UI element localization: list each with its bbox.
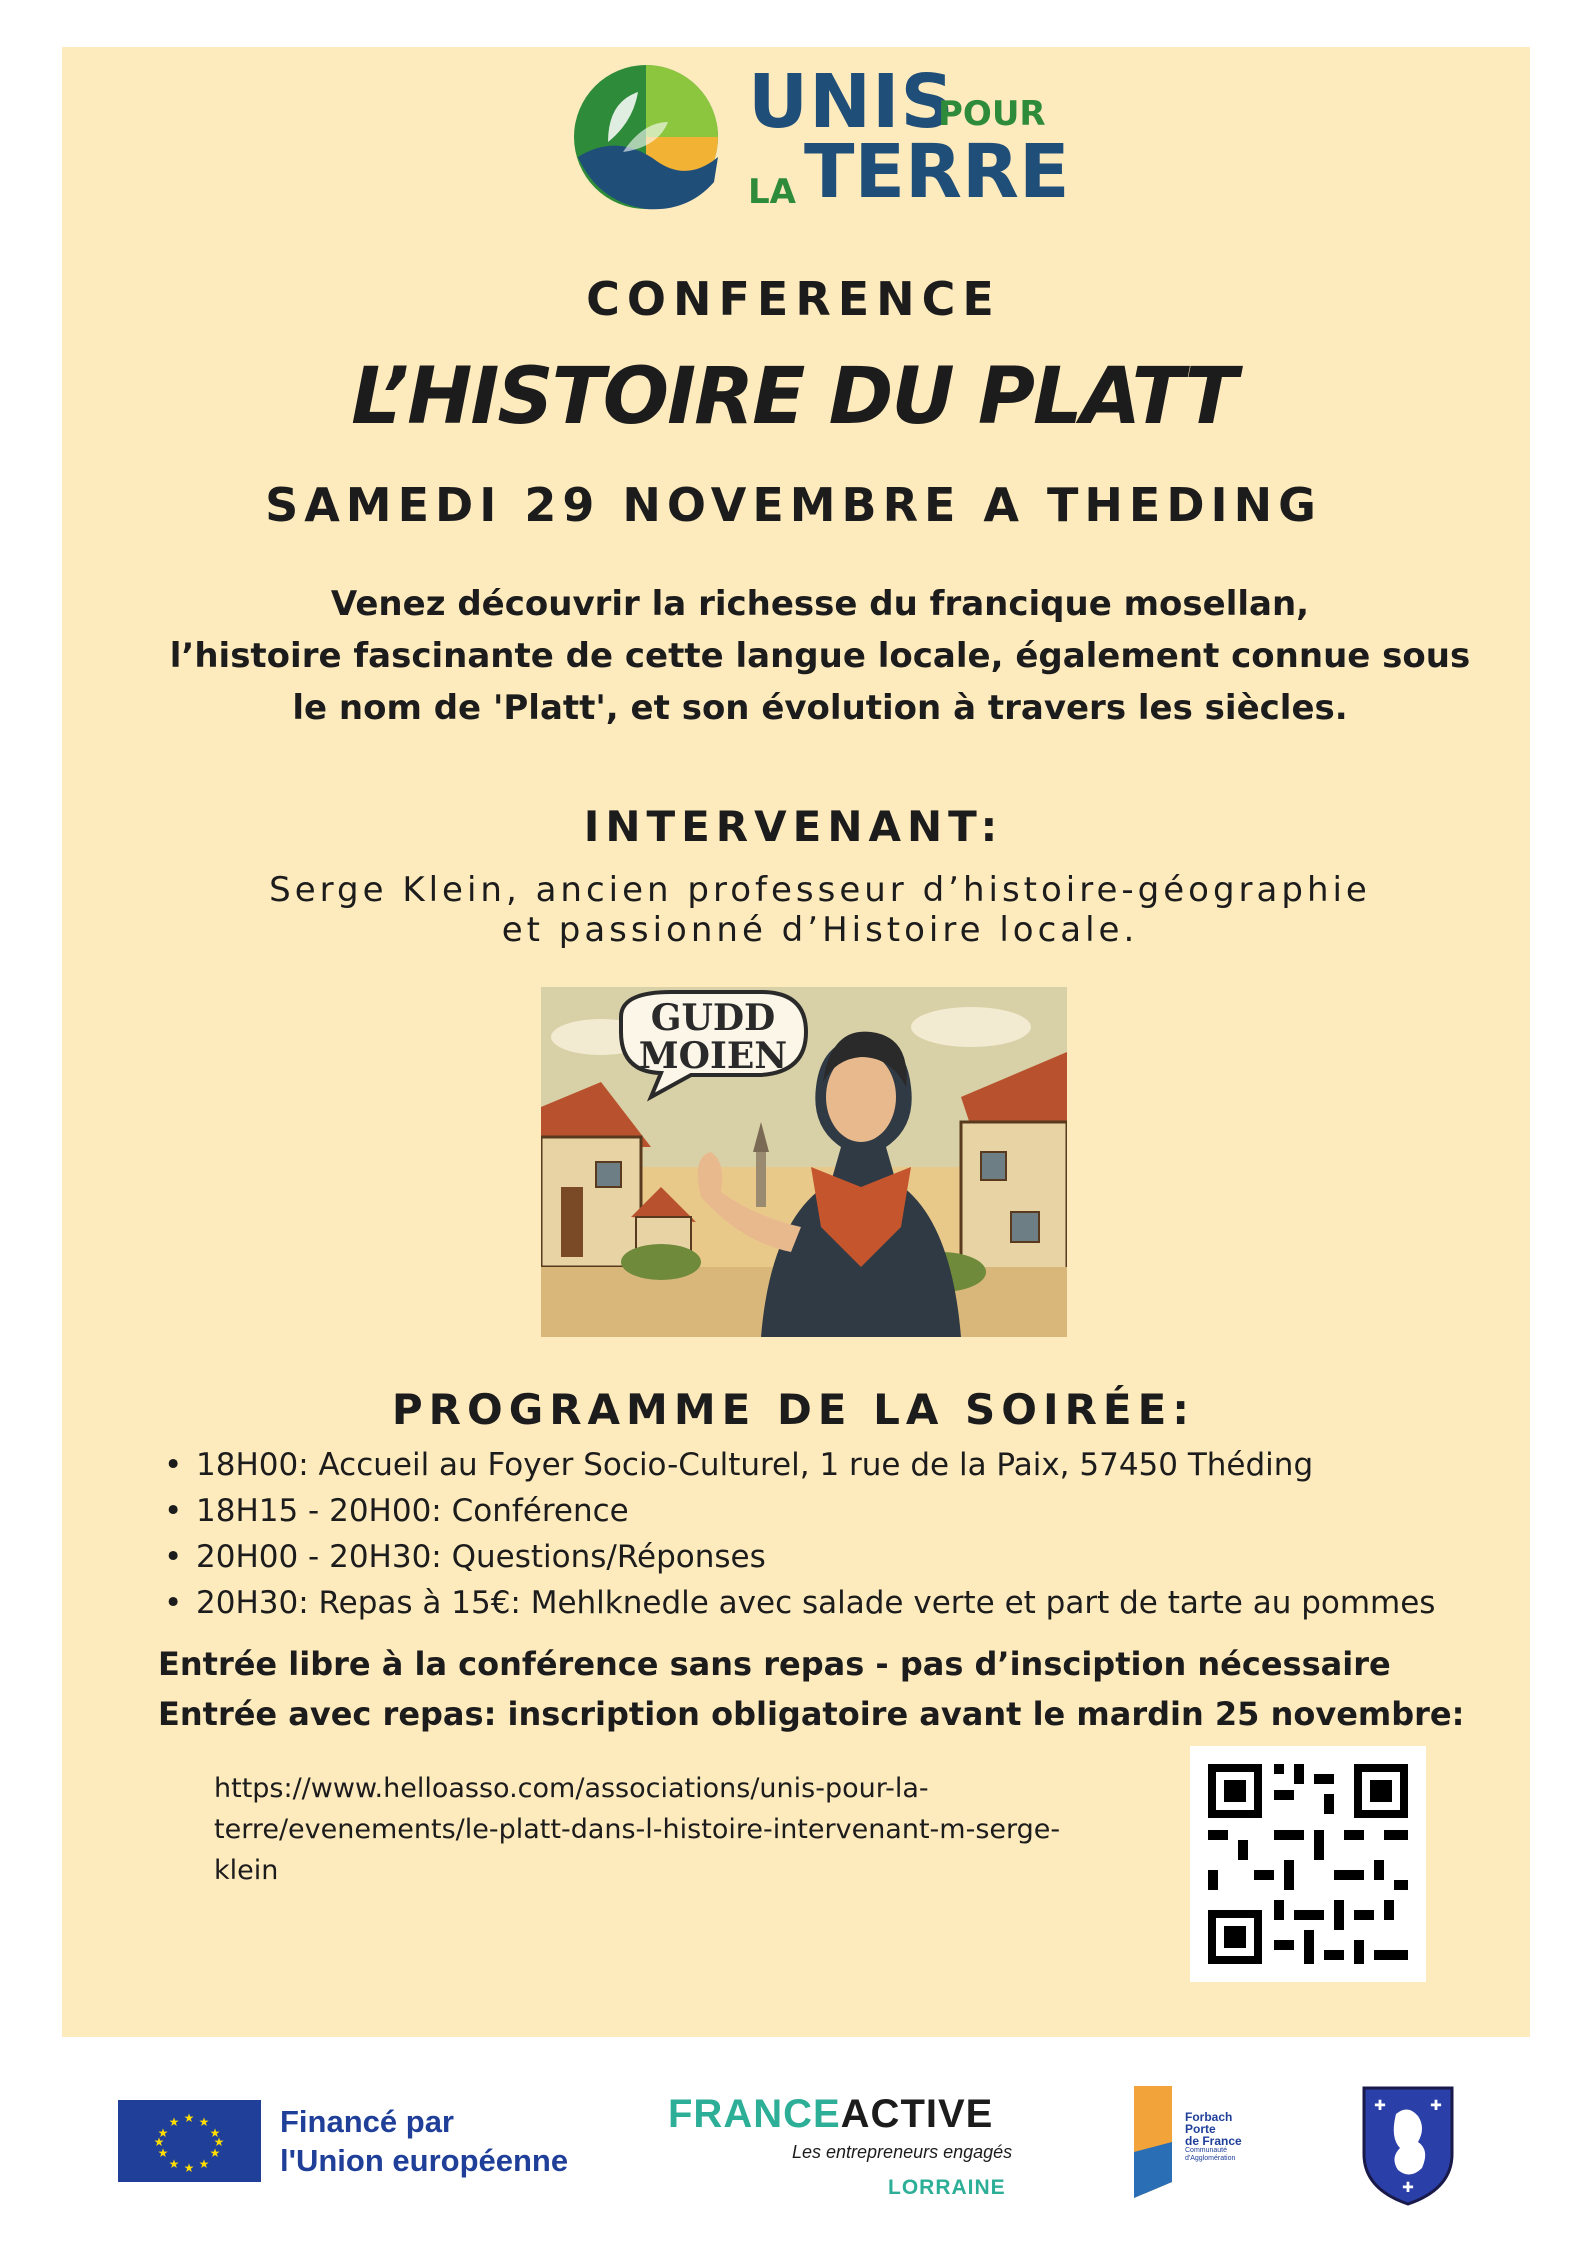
- program-item: • 20H00 - 20H30: Questions/Réponses: [160, 1534, 1520, 1580]
- village-woman-illustration: [541, 987, 1067, 1337]
- eu-funding-line: l'Union européenne: [280, 2143, 569, 2178]
- logo-word-unis: UNIS: [748, 59, 955, 145]
- logo-word-terre: TERRE: [804, 129, 1070, 215]
- eu-funding-line: Financé par: [280, 2104, 454, 2139]
- svg-text:★: ★: [213, 2135, 225, 2149]
- fa-word-active: ACTIVE: [840, 2092, 994, 2136]
- fa-word-france: FRANCE: [668, 2092, 841, 2136]
- forbach-line: de France: [1185, 2134, 1242, 2148]
- eu-funding-text: [280, 2102, 568, 2180]
- speaker-line: Serge Klein, ancien professeur d’histoire-géographie: [269, 870, 1371, 910]
- intro-line: le nom de 'Platt', et son évolution à travers les siècles.: [292, 688, 1348, 728]
- svg-text:★: ★: [209, 2146, 221, 2160]
- event-date: SAMEDI 29 NOVEMBRE A THEDING: [265, 478, 1322, 532]
- svg-text:★: ★: [183, 2161, 195, 2175]
- svg-text:★: ★: [198, 2115, 210, 2129]
- forbach-line: Forbach: [1185, 2110, 1233, 2124]
- france-active-logo: [668, 2092, 993, 2137]
- free-entry-note: Entrée libre à la conférence sans repas - pas d’insciption nécessaire: [158, 1645, 1391, 1683]
- svg-text:✚: ✚: [1402, 2180, 1414, 2196]
- event-title: L’HISTOIRE DU PLATT: [351, 352, 1236, 442]
- forbach-logo-text: [1185, 2111, 1242, 2163]
- speaker-description: [150, 870, 1490, 950]
- registration-link-line: terre/evenements/le-platt-dans-l-histoire-intervenant-m-serge-: [214, 1814, 1061, 1845]
- france-active-region: LORRAINE: [888, 2176, 1006, 2199]
- earth-hand-icon: [568, 62, 728, 212]
- forbach-line: d'Agglomération: [1185, 2155, 1236, 2162]
- logo-word-pour: POUR: [938, 94, 1046, 134]
- program-item: • 18H15 - 20H00: Conférence: [160, 1488, 1520, 1534]
- speech-bubble-line2: MOIEN: [638, 1035, 788, 1077]
- forbach-line: Porte: [1185, 2122, 1216, 2136]
- coat-of-arms-icon: [1360, 2084, 1456, 2206]
- speaker-heading: INTERVENANT:: [583, 802, 1004, 851]
- forbach-line: Communauté: [1185, 2147, 1228, 2154]
- registration-link-line: https://www.helloasso.com/associations/unis-pour-la-: [214, 1773, 929, 1804]
- svg-text:✚: ✚: [1430, 2098, 1442, 2114]
- program-heading: PROGRAMME DE LA SOIRÉE:: [391, 1385, 1196, 1434]
- intro-line: l’histoire fascinante de cette langue locale, également connue sous: [169, 636, 1471, 676]
- speech-bubble-line1: GUDD: [650, 997, 776, 1039]
- meal-entry-note: Entrée avec repas: inscription obligatoire avant le mardin 25 novembre:: [158, 1695, 1465, 1733]
- svg-text:✚: ✚: [1374, 2098, 1386, 2114]
- intro-line: Venez découvrir la richesse du francique mosellan,: [330, 584, 1310, 624]
- registration-link[interactable]: [214, 1768, 1134, 1891]
- registration-qr-code[interactable]: [1190, 1746, 1426, 1982]
- speaker-line: et passionné d’Histoire locale.: [501, 910, 1139, 950]
- program-item: • 20H30: Repas à 15€: Mehlknedle avec salade verte et part de tarte au pommes: [160, 1580, 1520, 1626]
- intro-paragraph: [150, 578, 1490, 734]
- france-active-tagline: Les entrepreneurs engagés: [792, 2142, 1013, 2162]
- svg-text:★: ★: [157, 2146, 169, 2160]
- svg-text:★: ★: [198, 2157, 210, 2171]
- program-item: • 18H00: Accueil au Foyer Socio-Culturel, 1 rue de la Paix, 57450 Théding: [160, 1442, 1520, 1488]
- svg-text:★: ★: [153, 2135, 165, 2149]
- svg-text:★: ★: [168, 2115, 180, 2129]
- svg-text:★: ★: [183, 2111, 195, 2125]
- qr-code-icon: [1190, 1746, 1426, 1982]
- unis-pour-la-terre-logo: [568, 59, 1070, 215]
- event-type-heading: CONFERENCE: [586, 272, 1001, 326]
- svg-text:★: ★: [168, 2157, 180, 2171]
- logo-word-la: LA: [748, 172, 796, 212]
- registration-link-line: klein: [214, 1855, 279, 1886]
- eu-flag-icon: [118, 2100, 261, 2182]
- svg-text:★: ★: [209, 2126, 221, 2140]
- program-list: [160, 1442, 1520, 1626]
- svg-text:★: ★: [157, 2126, 169, 2140]
